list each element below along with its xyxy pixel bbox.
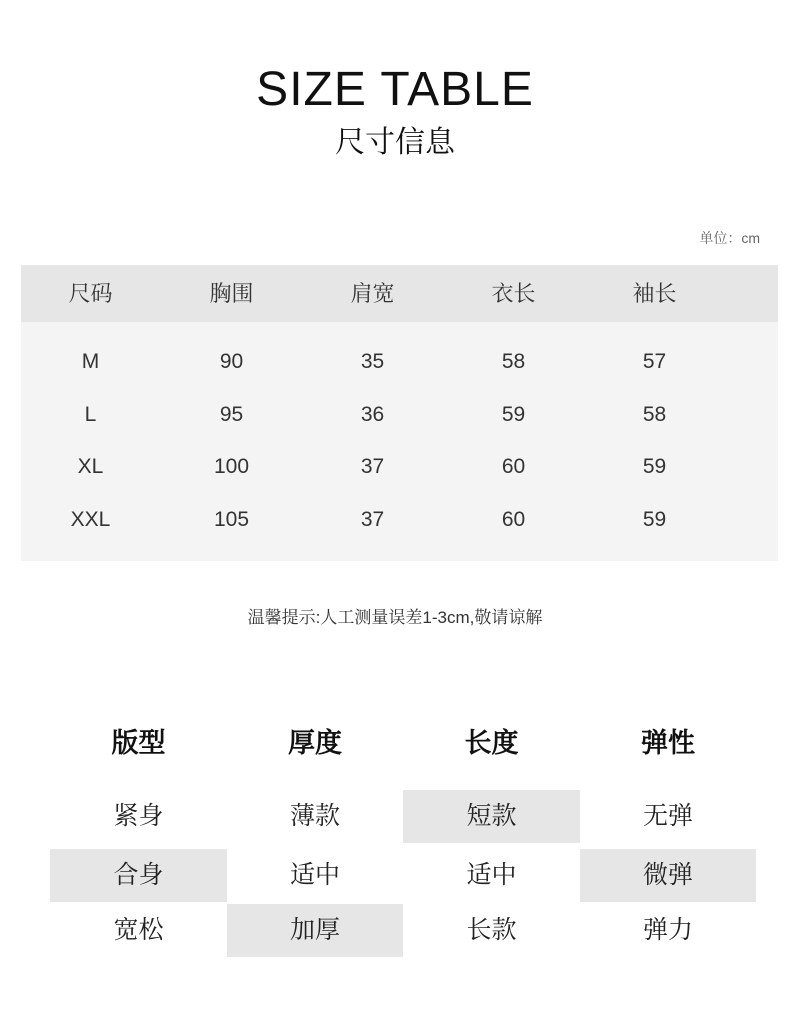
header-row — [20, 265, 778, 322]
table-row — [20, 336, 778, 389]
chest-cell: 90 — [219, 350, 244, 373]
attribute-column-elasticity — [580, 720, 756, 960]
thickness-option-thick: 加厚 — [227, 904, 403, 957]
header-size: 尺码 — [68, 281, 113, 306]
size-cell: XL — [77, 455, 104, 478]
size-cell: M — [81, 350, 100, 373]
length-cell: 60 — [501, 455, 526, 478]
table-row — [20, 389, 778, 442]
header-shoulder: 肩宽 — [350, 281, 395, 306]
attribute-column-thickness — [227, 720, 403, 960]
size-table-header — [21, 265, 778, 322]
header-sleeve: 袖长 — [632, 281, 677, 306]
chest-cell: 95 — [219, 402, 244, 426]
thickness-heading: 厚度 — [288, 728, 342, 758]
sleeve-cell: 57 — [642, 350, 667, 373]
size-table — [21, 265, 778, 561]
sleeve-cell: 58 — [642, 402, 667, 426]
table-row — [20, 494, 778, 547]
attribute-grid — [0, 720, 790, 960]
size-cell: XXL — [70, 507, 111, 531]
size-table-body — [21, 322, 778, 561]
fit-option-loose: 宽松 — [113, 916, 164, 944]
thickness-option-thin: 薄款 — [289, 802, 340, 830]
shoulder-cell: 37 — [360, 455, 385, 478]
fit-option-tight: 紧身 — [113, 802, 164, 830]
sleeve-cell: 59 — [642, 507, 667, 531]
shoulder-cell: 35 — [360, 350, 385, 373]
fit-heading: 版型 — [111, 728, 166, 758]
unit-label: 单位：cm — [699, 230, 760, 246]
shoulder-cell: 36 — [360, 402, 385, 426]
length-option-medium: 适中 — [466, 861, 517, 889]
page-subtitle: 尺寸信息 — [335, 126, 455, 159]
attribute-column-fit — [50, 720, 227, 960]
elasticity-option-slight: 微弹 — [580, 849, 756, 902]
length-cell: 60 — [501, 507, 526, 531]
header-chest: 胸围 — [209, 281, 254, 306]
sleeve-cell: 59 — [642, 455, 667, 478]
length-option-long: 长款 — [466, 916, 517, 944]
elasticity-option-stretch: 弹力 — [642, 916, 693, 944]
thickness-option-medium: 适中 — [289, 861, 340, 889]
length-heading: 长度 — [464, 728, 519, 758]
elasticity-option-none: 无弹 — [642, 802, 693, 830]
header-length: 衣长 — [491, 281, 536, 306]
measurement-note: 温馨提示:人工测量误差1-3cm,敬请谅解 — [247, 608, 543, 627]
fit-option-regular: 合身 — [50, 849, 227, 902]
chest-cell: 105 — [213, 507, 250, 531]
elasticity-heading: 弹性 — [641, 728, 695, 758]
chest-cell: 100 — [213, 455, 250, 478]
length-cell: 59 — [501, 402, 526, 426]
size-cell: L — [84, 402, 97, 426]
length-cell: 58 — [501, 350, 526, 373]
table-row — [20, 441, 778, 494]
length-option-short: 短款 — [403, 790, 580, 843]
shoulder-cell: 37 — [360, 507, 385, 531]
page-title: SIZE TABLE — [256, 63, 534, 116]
attribute-column-length — [403, 720, 580, 960]
